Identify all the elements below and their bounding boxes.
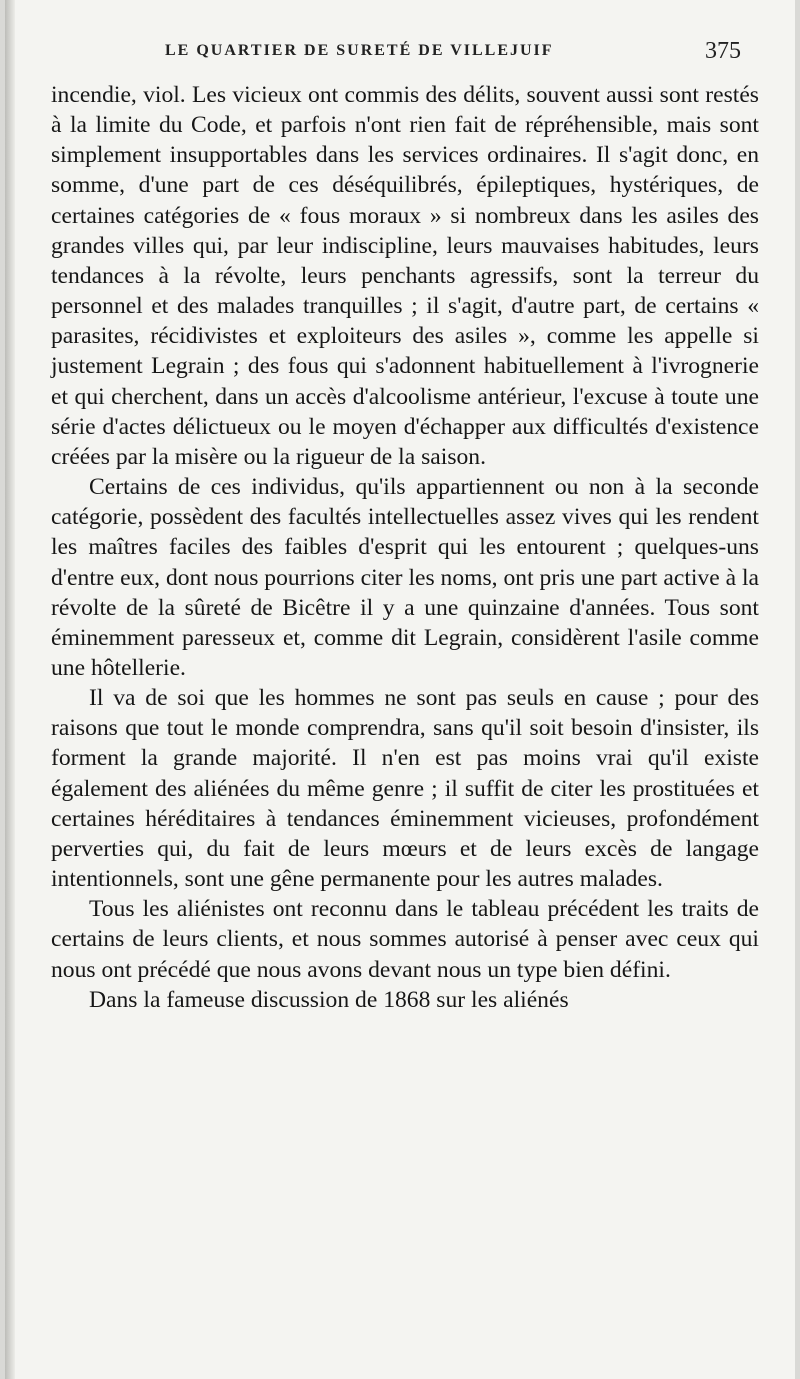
book-page	[5, 0, 795, 1379]
page-header	[5, 38, 795, 68]
paragraph-discussion-1868: Dans la fameuse discussion de 1868 sur les aliénés	[89, 986, 569, 1013]
body-text	[51, 80, 759, 1015]
paragraph-continuation: incendie, viol. Les vicieux ont commis des délits, souvent aussi sont restés à la limite du Code, et parfois n'ont rien fait de répréhensible, mais sont simplement insupportables dans les services ordinaires. Il s'agit donc, en somme, d'une part de ces déséquilibrés, épileptiques, hystériques, de certaines catégories de « fous moraux » si nombreux dans les asiles des grandes villes qui, par leur indiscipline, leurs mauvaises habitudes, leurs tendances à la révolte, leurs penchants agressifs, sont la terreur du personnel et des malades tranquilles ; il s'agit, d'autre part, de certains « parasites, récidivistes et exploiteurs des asiles », comme les appelle si justement Legrain ; des fous qui s'adonnent habituellement à l'ivrognerie et qui cherchent, dans un accès d'alcoolisme antérieur, l'excuse à toute une série d'actes délictueux ou le moyen d'échapper aux difficultés d'existence créées par la misère ou la rigueur de la saison.	[51, 82, 759, 470]
running-title: LE QUARTIER DE SURETÉ DE VILLEJUIF	[165, 42, 554, 59]
paragraph-alienists: Tous les aliénistes ont reconnu dans le tableau précédent les traits de certains de leurs clients, et nous sommes autorisé à penser avec ceux qui nous ont précédé que nous avons devant nous un type bien défini.	[51, 896, 759, 983]
paragraph-men-and-women: Il va de soi que les hommes ne sont pas seuls en cause ; pour des raisons que tout le monde comprendra, sans qu'il soit besoin d'insister, ils forment la grande majorité. Il n'en est pas moins vrai qu'il existe également des aliénées du même genre ; il suffit de citer les prostituées et certaines héréditaires à tendances éminemment vicieuses, profondément perverties qui, du fait de leurs mœurs et de leurs excès de langage intentionnels, sont une gêne permanente pour les autres malades.	[51, 685, 759, 893]
page-number: 375	[705, 38, 741, 64]
paragraph-certain-individuals: Certains de ces individus, qu'ils appartiennent ou non à la seconde catégorie, possèdent des facultés intellectuelles assez vives qui les rendent les maîtres faciles des faibles d'esprit qui les entourent ; quelques-uns d'entre eux, dont nous pourrions citer les noms, ont pris une part active à la révolte de la sûreté de Bicêtre il y a une quinzaine d'années. Tous sont éminemment paresseux et, comme dit Legrain, considèrent l'asile comme une hôtellerie.	[51, 474, 759, 681]
page-gutter-shadow	[5, 0, 15, 1379]
